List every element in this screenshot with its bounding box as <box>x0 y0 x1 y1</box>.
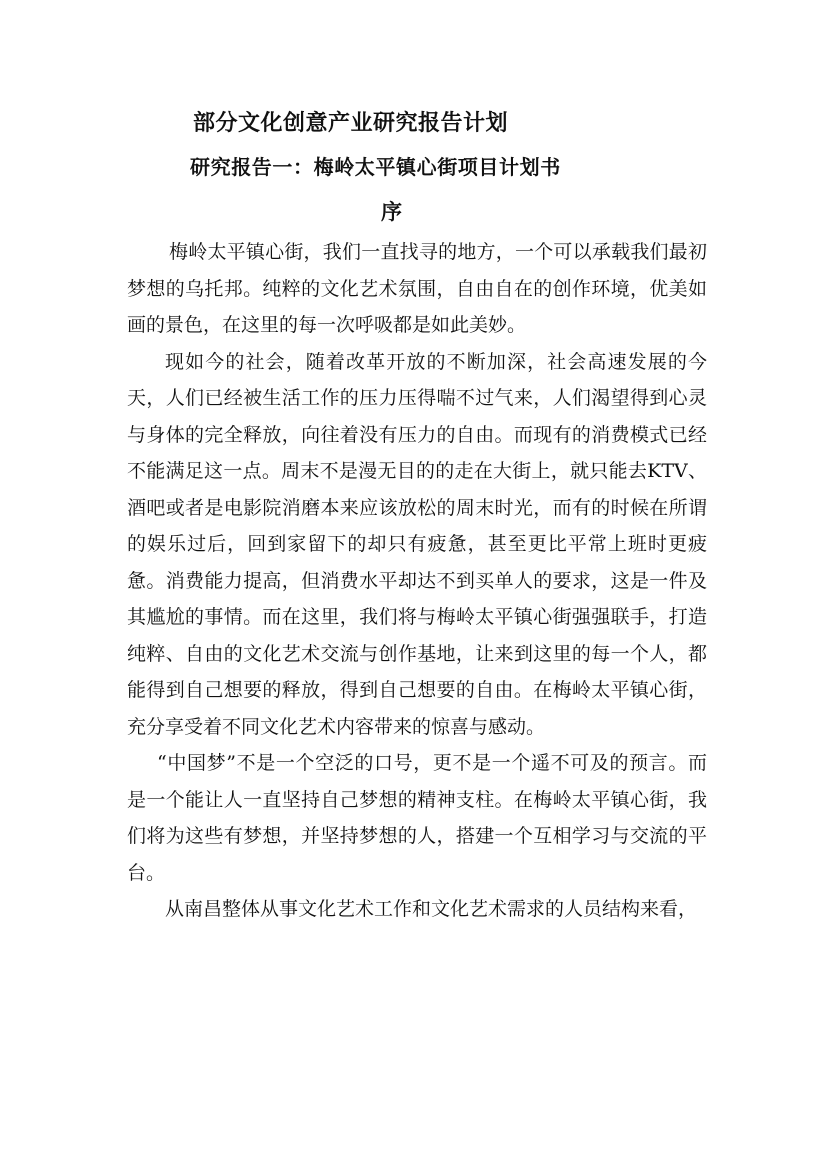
document-title: 部分文化创意产业研究报告计划 <box>193 110 509 136</box>
paragraph-3: “中国梦”不是一个空泛的口号，更不是一个遥不可及的预言。而是一个能让人一直坚持自己梦想的精神支柱。在梅岭太平镇心街，我们将为这些有梦想，并坚持梦想的人，搭建一个互相学习与交流的平台。 <box>127 752 707 884</box>
paragraph-2: 现如今的社会，随着改革开放的不断加深，社会高速发展的今天，人们已经被生活工作的压力压得喘不过气来，人们渴望得到心灵与身体的完全释放，向往着没有压力的自由。而现有的消费模式已经不能满足这一点。周末不是漫无目的的走在大街上，就只能去KTV、酒吧或者是电影院消磨本来应该放松的周末时光，而有的时候在所谓的娱乐过后，回到家留下的却只有疲惫，甚至更比平常上班时更疲惫。消费能力提高，但消费水平却达不到买单人的要求，这是一件及其尴尬的事情。而在这里，我们将与梅岭太平镇心街强强联手，打造纯粹、自由的文化艺术交流与创作基地，让来到这里的每一个人，都能得到自己想要的释放，得到自己想要的自由。在梅岭太平镇心街，充分享受着不同文化艺术内容带来的惊喜与感动。 <box>127 350 707 738</box>
paragraph-1: 梅岭太平镇心街，我们一直找寻的地方，一个可以承载我们最初梦想的乌托邦。纯粹的文化艺术氛围，自由自在的创作环境，优美如画的景色，在这里的每一次呼吸都是如此美妙。 <box>127 241 707 336</box>
document-body <box>127 234 707 928</box>
section-heading: 序 <box>381 199 402 224</box>
document-subtitle: 研究报告一：梅岭太平镇心街项目计划书 <box>190 155 561 179</box>
paragraph-4: 从南昌整体从事文化艺术工作和文化艺术需求的人员结构来看， <box>165 898 698 920</box>
